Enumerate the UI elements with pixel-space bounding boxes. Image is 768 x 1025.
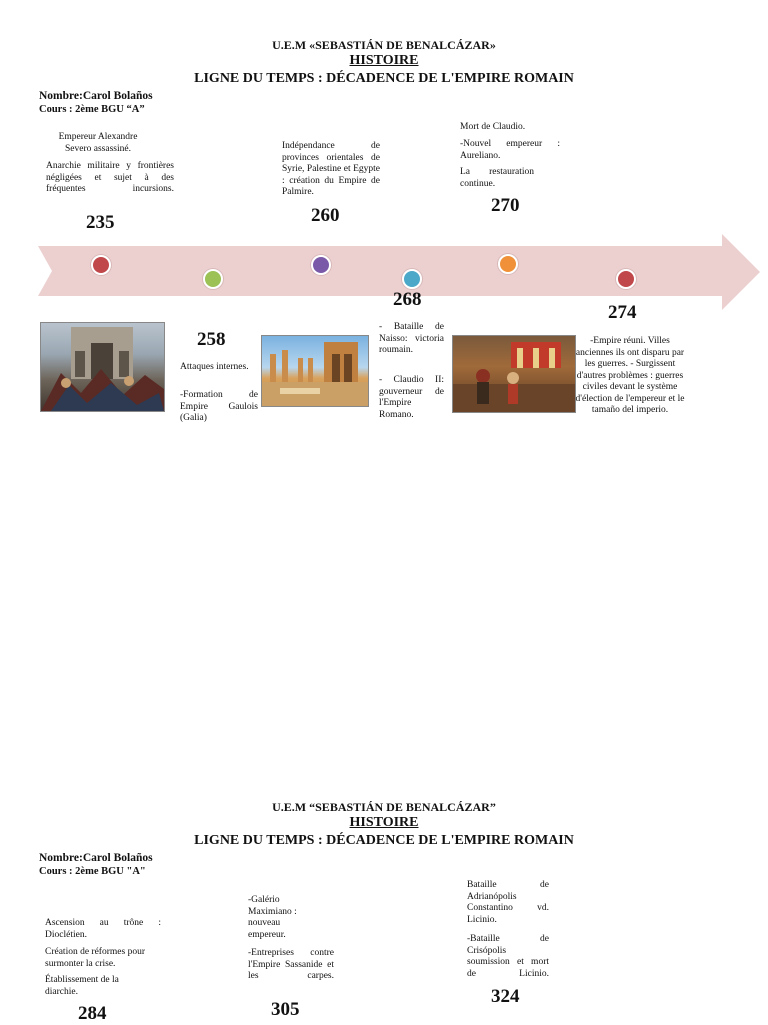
year-258: 258	[197, 329, 226, 350]
year-235: 235	[86, 212, 115, 233]
photo-battle-arch-art	[41, 323, 164, 411]
year-324: 324	[491, 986, 520, 1007]
event-270-text-c: La restauration continue.	[460, 167, 534, 189]
page-title-2: LIGNE DU TEMPS : DÉCADENCE DE L'EMPIRE ROMAIN	[194, 833, 574, 848]
timeline-dot-258	[203, 269, 223, 289]
event-270-text-b: -Nouvel empereur : Aureliano.	[460, 139, 560, 161]
student-name-2: Nombre:Carol Bolaños	[39, 852, 153, 864]
student-name: Nombre:Carol Bolaños	[39, 90, 153, 102]
timeline-dot-235	[91, 255, 111, 275]
event-235-text-a: Empereur Alexandre Severo assassiné.	[58, 132, 138, 154]
timeline-dot-270	[498, 254, 518, 274]
year-268: 268	[393, 289, 422, 310]
student-info-2	[39, 852, 153, 878]
course-label-2: Cours : 2ème BGU "A"	[39, 866, 146, 877]
photo-roman-scene	[452, 335, 576, 413]
event-274-text: -Empire réuni. Villes anciennes ils ont disparu par les guerres. - Surgissent d'autres problèmes : guerres civiles devant le système d'élection de l'empereur et le tamaño del imperio.	[575, 336, 685, 415]
timeline-dot-260	[311, 255, 331, 275]
course-label: Cours : 2ème BGU “A”	[39, 104, 145, 115]
subject-title: HISTOIRE	[349, 53, 419, 68]
school-name-2: U.E.M “SEBASTIÁN DE BENALCÁZAR”	[272, 800, 496, 814]
year-274: 274	[608, 302, 637, 323]
subject-title-2: HISTOIRE	[349, 815, 419, 830]
event-284-text-a: Ascension au trône : Dioclétien.	[45, 918, 161, 940]
event-260-text: Indépendance de provinces orientales de Syrie, Palestine et Egypte : création du Empire de Palmire.	[282, 141, 380, 197]
student-info	[39, 90, 153, 116]
photo-palmyra-ruins	[261, 335, 369, 407]
year-284: 284	[78, 1003, 107, 1024]
photo-roman-scene-art	[453, 336, 575, 412]
event-268-text-a: - Bataille de Naisso: victoria roumain.	[379, 322, 444, 355]
timeline-dot-274	[616, 269, 636, 289]
year-260: 260	[311, 205, 340, 226]
event-324-text-b: -Bataille de Crisópolis soumission et mort de Licinio.	[467, 934, 549, 979]
event-268-text-b: - Claudio II: gouverneur de l'Empire Romano.	[379, 375, 444, 420]
event-270-text-a: Mort de Claudio.	[460, 122, 526, 132]
year-305: 305	[271, 999, 300, 1020]
event-305-text-b: -Entreprises contre l'Empire Sassanide et les carpes.	[248, 948, 334, 981]
school-name: U.E.M «SEBASTIÁN DE BENALCÁZAR»	[272, 38, 496, 52]
event-284-text-b: Création de réformes pour surmonter la crise.	[45, 947, 145, 969]
event-284-text-c: Établissement de la diarchie.	[45, 975, 119, 997]
event-235-text-b: Anarchie militaire y frontières négligées et sujet à des fréquentes incursions.	[46, 161, 174, 194]
event-305-text-a: -Galério Maximiano : nouveau empereur.	[248, 895, 297, 940]
timeline-dot-268	[402, 269, 422, 289]
year-270: 270	[491, 195, 520, 216]
page-title: LIGNE DU TEMPS : DÉCADENCE DE L'EMPIRE ROMAIN	[194, 71, 574, 86]
event-324-text-a: Bataille de Adrianópolis Constantino vd. Licinio.	[467, 880, 549, 925]
photo-palmyra-ruins-art	[262, 336, 368, 406]
event-258-text-a: Attaques internes.	[180, 362, 249, 372]
event-258-text-b: -Formation de Empire Gaulois (Galia)	[180, 390, 258, 423]
photo-battle-arch	[40, 322, 165, 412]
